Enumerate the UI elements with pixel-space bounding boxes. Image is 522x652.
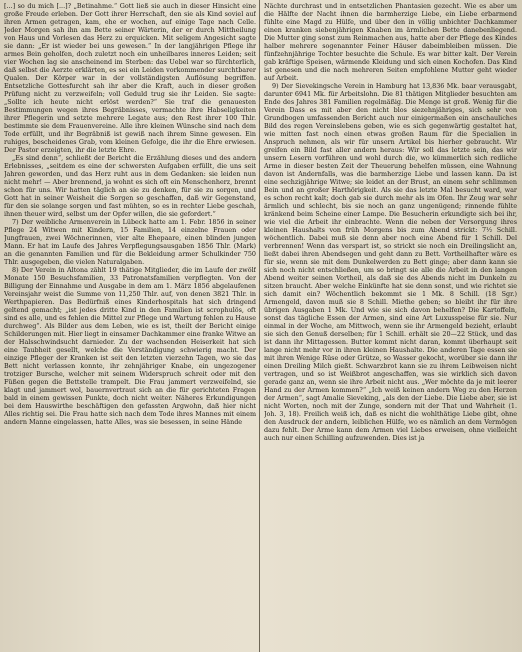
left-text-column	[4, 2, 256, 652]
paragraph-hamburg-association: 9) Der Sievekingsche Verein in Hamburg hat 13,836 Mk. baar verausgabt, darunter 6941 Mk. für Arbeitslohn. Die 81 thätigen Mitglieder besuchten am Ende des Jahres 381 Familien regelmäßig. Die Menge ist groß. Wenig für die Verein Dass es mit aber den nicht blos siezehnjähriges, sich sehr von Grundbogen umfassenden Bericht auch nur einigermaßen ein anschauliches Bild des regen Vereinslebens geben, wie es sich gegenwärtig gestaltet hat, wie mitten fast noch einen etwas großen Raum für die Specialien in Anspruch nehmen, als wir für unsern Artikel bis hierher gebraucht. Wir greifen ein Bild fast aller andern heraus: Wir soll das letzte sein, das wir unsern Lesern vorführen und wohl durch die, wo kümmerlich sich redliche Arme in dieser besten Zeit der Theuerung behelfen müssen, eine Wahnung davon ist Andernfalls, was die barmherzige Liebe und lassen kann. Da ist eine sechzigjährige Witwe; sie leidet an der Brust, an einem sehr schlimmen Bein und an großer Harthörigkeit. Als sie das letzte Mal besucht ward, war es schon recht kalt; doch gab sie durch mehr als im Ofen. Ihr Zeug war sehr ärmlich und schlecht, bis sie noch an ganz ungenügend; rinnende fühlte kränkend beim Scheine einer Lampe. Die Besucherin erkundigte sich bei ihr, wie viel die Arbeit ihr einbrachte. Wenn die neben der Versorgung ihres kleinen Haushalts von früh Morgens bis zum Abend strickt: 7½ Schill. wöchentlich. Dabei muß sie denn aber noch eine Abend für 1 Schill. Del verbrennen! Wenn das verspart ist, so strickt sie noch ein Dreilingslicht an, ließt dabei ihren Abendsegen und geht dann zu Bett. Vortheilhafter wäre es für sie, wenn sie mit dem Dunkelwerden zu Bett ginge; aber dann kann sie sich noch nicht entschließen, um so bringt sie alle die Arbeit in den langen Abend weiter seinen Vortheil, als daß sie des Abends nicht im Dunkeln zu sitzen braucht. Aber welche Einkünfte hat sie denn sonst, und wie richtet sie sich damit ein? Wöchentlich bekommt sie 1 Mk. 8 Schill. (18 Sgr.) Armengeld, davon muß sie 8 Schill. Miethe geben; so bleibt ihr für ihre übrigen Ausgaben 1 Mk. Und wie sie sich davon behelfen? Die Kartoffeln, sonst das tägliche Essen der Armen, sind eine Art Luxusspeise für sie. Nur einmal in der Woche, am Mittwoch, wenn sie ihr Armengeld bezieht, erlaubt sie sich den Genuß derselben; für 1 Schill. erhält sie 20—22 Stück, und das ist dann ihr Mittagessen. Butter kommt nicht daran, kommt überhaupt seit lange nicht mehr vor in ihren kleinen Haushalte. Die anderen Tage essen sie mit ihren Wenige Rüse oder Grütze, so Wasser gekocht, worüber sie dann ihr einen Dreiling Milch gießt. Schwarzbrot kann sie zu ihrem Leibweisen nicht vertragen, und so ist Weißbrot angeschaffen, was sie wirklich sich davon gerade ganz an, wenn sie ihre Arbeit nicht aus. „Wer möchte da je mit leerer Hand zu der Armen kommen?“ „Ich weiß keinen andern Weg zu den Herzen der Armen“, sagt Amalie Sieveking, „als den der Liebe. Die Liebe aber, sie ist nicht Worten, noch mit der Zunge, sondern mit der That und Wahrheit (1. Joh. 3, 18). Freilich weiß ich, daß es nicht die wohlthätige Liebe gibt, ohne den Ausdruck der andern, leiblichen Hülfe, wo es nämlich an dem Vermögen dazu fehlt. Der Arme kann dem Armen viel Liebes erweisen, ohne vielleicht auch nur einen Schilling aufzuwenden. Dies ist ja	[264, 82, 517, 442]
paragraph-sick-child-account: Nächte durchrast und in entsetzlichen Phantasien gezecht. Wie es aber um die Hälfte der Nacht ihnen die barmherzige Liebe, ein Liebe erbarmend fühlte eine Magd zu Hülfe, und über den in völlig unbichter Dachkammer einen kranken siebenjährigen Knaben im ärmlichen Bette danebenliegend. Die Mutter ging sonst zum Reinmachen aus, hatte aber der Pflege des Kindes halber mehrere sogenannter Feiner Häuser dabeimbleiben müssen. Die fünfzehnjährige Tochter besuchte die Schule. Es war bitter kalt. Der Verein gab kräftige Speisen, wärmende Kleidung und sich einen Kochofen. Das Kind ist genesen und die nach mehreren Seiten empfohlene Mutter geht wieder auf Arbeit.	[264, 2, 517, 82]
column-divider	[259, 0, 260, 652]
right-text-column	[264, 2, 517, 652]
paragraph-gardener-account: [...] so du mich [...]? „Betinahme.“ Gott ließ sie auch in dieser Hinsicht eine große Freude erleben. Der Gott ihrer Herrschaft, den sie als Kind soviel auf ihren Armen getragen, kam, ehe er wochen, auf einige Tage nach Celle. Jeder Morgen sah ihn am Bette seiner Wärterin, der er durch Mittheilung von Haus und Vorlesen das Herz zu erquicken. Mit seligem Angesicht sagte sie dann: „Er ist wieder bei uns gewesen.“ In der langjährigen Pflege ihr armes Bein geholfen, doch zuletzt noch ein unheilbares inneres Leiden; seit vier Wochen lag sie anscheinend im Sterben: das Uebel war so fürchterlich, daß selbst die Aerzte erklärten, es sei ein Leiden vorkommender surchtbarer Qualen. Der Körper war in der vollständigsten Auflösung begriffen. Entsetzliche Gottesfurcht sah ihr aber die Kraft, auch in dieser großen Prüfung nicht zu verzweifeln; voll Geduld trug sie ihr Leiden. Sie sagte: „Sollte ich heute nicht erlöst werden?“ Sie traf die genauesten Bestimmungen wegen ihres Begräbnisses, vermachte ihre Habseligkeiten ihrer Pflegerin und setzte mehrere Legate aus; den Rest ihrer 100 Thlr. bestimmte sie dem Frauenvereine. Alle ihre kleinen Wünsche sind nach dem Tode erfüllt, und ihr Begräbniß ist gewiß nach ihrem Sinne gewesen. Ein ruhiges, bescheidenes Grab, vom kleinen Gefolge, die ihr die Ehre erwiesen. Der Pastor erzeigten, ihr die letzte Ehre.	[4, 2, 256, 154]
paragraph-report-conclusion: „Es sind denn“, schließt der Bericht die Erzählung dieses und des andern Erlebnisses, „seitdem es eine der schwersten Aufgaben erfüllt, die uns seit Jahren geworden, und das Herz ruht aus in dem Gedanken: sie leiden nun nicht mehr! — Aber brennend, ja wohnt es sich oft ein Menschenherz, brennt schon für uns. Wir hatten täglich an sie zu denken, für sie zu sorgen, und Gott hat in seiner Weisheit die Sorgen so geschaffen, daß wir Gegenstand, für den sie solange sorgen und fast mühten, so es in rechter Liebe geschah, ihnen theuer wird, selbst um der Opfer willen, die sie gefordert.“	[4, 154, 256, 218]
paragraph-luebeck-association: 7) Der weibliche Armenverein in Lübeck hatte am 1. Febr. 1856 in seiner Pflege 24 Witwen mit Kindern, 15 Familien, 14 einzelne Frauen oder Jungfrauen, zwei Wöchnerinnen, vier alte Ehepaare, einen blinden jungen Mann. Er hat im Laufe des Jahres Verpflegungsausgaben 1856 Thlr. (Mark) an die genannten Familien und für die Bekleidung armer Schulkinder 750 Thlr. ausgegeben, die vielen Naturalgaben.	[4, 218, 256, 266]
paragraph-altona-association: 8) Der Verein in Altona zählt 19 thätige Mitglieder, die im Laufe der zwölf Monate 150 Besuchsfamilien, 33 Patronatsfamilien verpflegten. Von der Billigung der Einnahme und Ausgabe in dem am 1. März 1856 abgelaufenen Vereinsjahr weist die Summe von 11,250 Thlr. auf, von denen 3821 Thlr. in Werthpapieren. Das Bedürfniß eines Kinderhospitals hat sich dringend geltend gemacht; „ist jedes dritte Kind in den Familien ist scrophulös, oft sind es alle, und es fehlen die Mittel zur Pflege und Wartung fehlen zu Hause durchweg“. Als Bilder aus dem Leben, wie es ist, theilt der Bericht einige Schilderungen mit. Hier liegt in einsamer Dachkammer eine franke Witwe an der Halsschwindsucht darnieder. Zu der wachsenden Heiserkeit hat sich eine Taubheit gesellt, welche die Verständigung schwierig macht. Der einzige Pfleger der Kranken ist seit den letzten vierzehn Tagen, wo sie das Bett nicht verlassen konnte, ihr zehnjähriger Knabe, ein ungezogener trotziger Bursche, welcher mit seinem Widerspruch schreit oder mit den Füßen gegen die Bettstelle trampelt. Die Frau jammert verzweifelnd, sie klagt und jammert wol, bauernvertraut sich an die für gerichteten Fragen bald in einem gewissen Punkte, doch nicht weiter. Näheres Erkundigungen bei dem Hauswirthe beschäftigen den gefassten Argwohn, daß hier nicht Alles richtig sei. Die Frau hatte sich nach dem Tode ihres Mannes mit einem andern Manne eingelassen, hatte Alles, was sie besessen, in seine Hände	[4, 266, 256, 426]
